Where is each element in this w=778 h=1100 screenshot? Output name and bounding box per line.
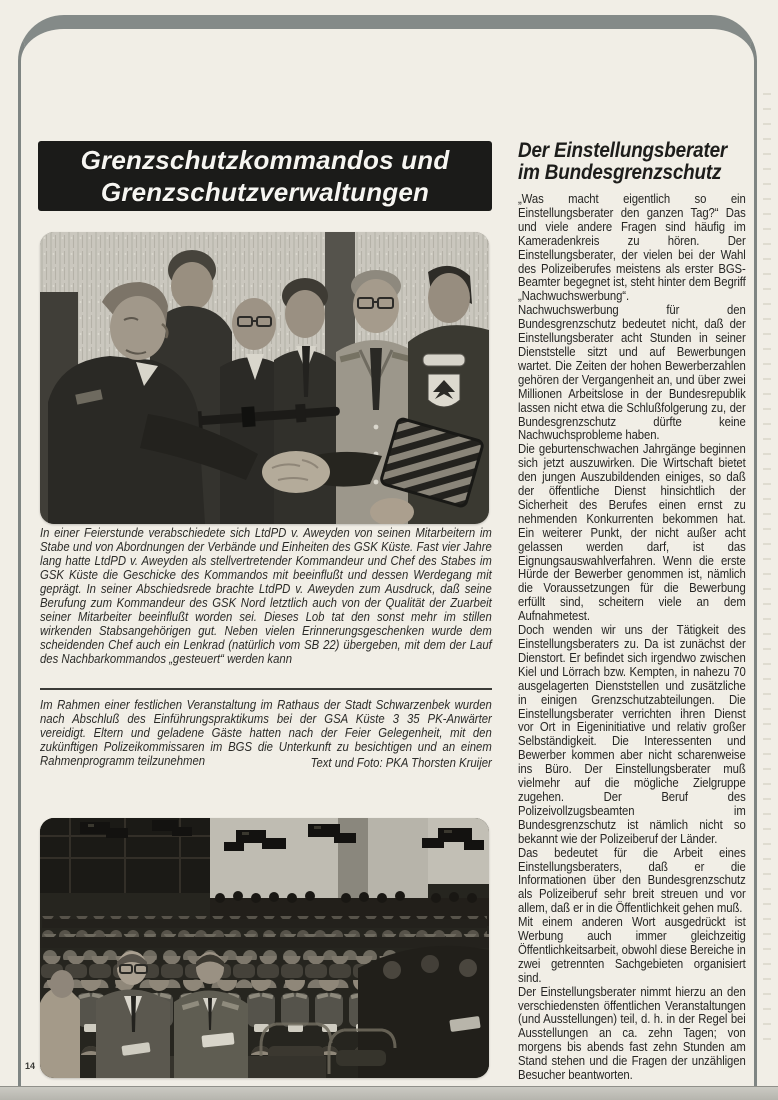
photo-farewell-ceremony-graphic	[40, 232, 489, 524]
article-body	[518, 193, 746, 1083]
headline-line1: Grenzschutzkommandos und	[80, 145, 450, 175]
article-paragraph: Die geburtenschwachen Jahrgänge beginnen sich jetzt auszuwirken. Die Wirtschaft bietet den jungen Auszubildenden einiges, so daß der öffentliche Dienst hinsichtlich der Sicherheit des Berufes einen ernst zu nehmenden Konkurrenten bekommen hat. Ein weiterer Punkt, der nicht außer acht gelassen werden darf, ist das Eignungsauswahlverfahren. Wenn die erste Hürde der Bewerber genommen ist, nämlich die Voraussetzungen für die Bewerbung erfüllt sind, scheitern viele an dem Aufnahmetest.	[518, 442, 746, 624]
photo-farewell-ceremony	[40, 232, 489, 524]
scan-margin-marks	[763, 80, 771, 1040]
article-paragraph: Der Einstellungsberater nimmt hierzu an den verschiedensten öffentlichen Veranstaltungen (und Ausstellungen) teil, d. h. in der Regel bei Ausstellungen an ca. zehn Tagen; von morgens bis abends fast zehn Stunden am Stand stehen und die Fragen der unzähligen Besucher beantworten.	[518, 984, 746, 1083]
headline-line2: Grenzschutzverwaltungen	[100, 177, 430, 207]
article-paragraph: Nachwuchswerbung für den Bundesgrenzschutz bedeutet nicht, daß der Einstellungsberater acht Stunden in seiner Dienststelle sitzt und auf Bewerbungen wartet. Die Zeiten der hohen Bewerberzahlen gehören der Vergangenheit an, und über zwei Millionen Arbeitslose in der Bundesrepublik lassen nicht etwa die Schlußfolgerung zu, der Bundesgrenzschutz dürfte keine Nachwuchsprobleme haben.	[518, 303, 746, 443]
article-paragraph: Mit einem anderen Wort ausgedrückt ist Werbung auch immer gleichzeitig Öffentlichkeitsarbeit, obwohl diese Bereiche in zwei getrennten Sachgebieten organisiert sind.	[518, 915, 746, 985]
article-paragraph: „Was macht eigentlich so ein Einstellungsberater den ganzen Tag?“ Das und viele andere Fragen sind häufig im Kameradenkreis zu hören. Der Einstellungsberater, der vielen bei der Wahl des Polizeiberufes meistens als erster BGS-Beamter begegnet ist, steht hinter dem Begriff „Nachwuchswerbung“.	[518, 192, 746, 304]
section-headline-banner	[38, 141, 492, 211]
photo1-caption: In einer Feierstunde verabschiedete sich LtdPD v. Aweyden von seinen Mitarbeitern im Stabe und von Abordnungen der Verbände und Einheiten des GSK Küste. Fast vier Jahre lang hatte LtdPD v. Aweyden als stellvertretender Kommandeur und Chef des Stabes im GSK Küste die Geschicke des Kommandos mit beeinflußt und dessen Werdegang mit geprägt. In seiner Abschiedsrede brachte LtdPD v. Aweyden zum Ausdruck, daß seine Berufung zum Kommandeur des GSK Nord letztlich auch von der Qualität der Zuarbeit seiner Mitarbeiter beeinflußt worden sei. Dieses Lob tat den sonst mehr im stillen wirkenden Stabsangehörigen gut. Neben vielen Erinnerungsgeschenken wurde dem scheidenden Chef auch ein Lenkrad (natürlich vom SB 22) übergeben, mit dem der Lauf des Nachbarkommandos „gesteuert“ werden kann	[40, 526, 492, 666]
photo2-caption-text: Im Rahmen einer festlichen Veranstaltung im Rathaus der Stadt Schwarzenbek wurden nach Abschluß des Einführungspraktikums bei der GSA Küste 3 35 PK-Anwärter vereidigt. Eltern und geladene Gäste hatten nach der Feier Gelegenheit, mit den zukünftigen Polizeikommissaren im BGS die Unterkunft zu besichtigen und an einem Rahmenprogramm teilzunehmen	[40, 698, 492, 768]
photo-swearing-in-audience	[40, 818, 489, 1078]
caption-divider-rule	[40, 688, 492, 690]
photo2-caption	[40, 698, 492, 772]
page-number: 14	[25, 1061, 36, 1071]
photo2-credit: Text und Foto: PKA Thorsten Kruijer	[310, 756, 492, 770]
page-bottom-edge	[0, 1086, 778, 1100]
article-title	[518, 140, 748, 183]
article-title-line2: im Bundesgrenzschutz	[518, 160, 722, 184]
photo-swearing-in-audience-graphic	[40, 818, 489, 1078]
article-paragraph: Doch wenden wir uns der Tätigkeit des Einstellungsberaters zu. Da ist zunächst der Dienstort. Er befindet sich irgendwo zwischen Kiel und Lörrach bzw. Kempten, in nahezu 70 ausgelagerten Dienststellen und zusätzliche in einigen Grenzschutzabteilungen. Die Einstellungsberater verrichten ihren Dienst vor Ort in Eigeninitiative und relativ großer Selbständigkeit. Die Interessenten und Bewerber kommen aber nicht scharenweise ins Büro. Der Einstellungsberater muß vielmehr auf die mögliche Zielgruppe zugehen. Der Beruf des Polizeivollzugsbeamten im Bundesgrenzschutz ist nämlich nicht so bekannt wie der Polizeiberuf der Länder.	[518, 623, 746, 846]
article-paragraph: Das bedeutet für die Arbeit eines Einstellungsberaters, daß er die Informationen über den Bundesgrenzschutz als Polizeiberuf sehr breit streuen und vor allem, daß er in die Öffentlichkeit gehen muß.	[518, 845, 746, 916]
article-title-line1: Der Einstellungsberater	[518, 139, 728, 162]
